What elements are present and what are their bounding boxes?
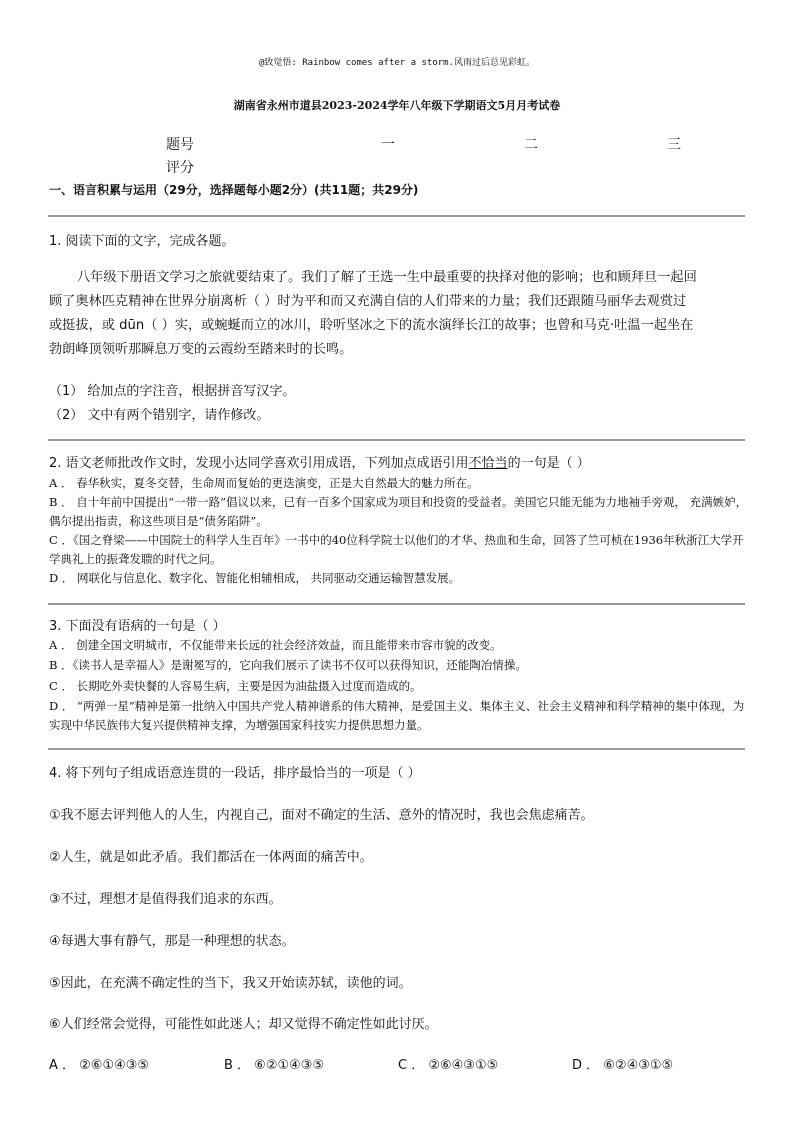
sentence-5: ⑤因此，在充满不确定性的当下，我又开始读苏轼，读他的词。 xyxy=(49,976,412,991)
option-d: D ． “两弹一星”精神是第一批纳入中国共产党人精神谱系的伟大精神，是爱国主义、集体主义、社会主义精神和科学精神的集中体现，为实现中华民族伟大复兴提供精神支撑，为增强国家科技实力提供思想力量。 xyxy=(49,699,745,732)
sentence-6: ⑥人们经常会觉得，可能性如此迷人；却又觉得不确定性如此讨厌。 xyxy=(49,1017,438,1032)
question-2-stem-end: 的一句是（ ） xyxy=(507,456,590,471)
score-table-col-2: 二 xyxy=(524,137,538,153)
question-1-sub-1: （1） 给加点的字注音，根据拼音写汉字。 xyxy=(49,384,296,399)
option-c: C ． ②⑥④③①⑤ xyxy=(398,1058,499,1073)
passage-line: 勃朗峰顶领听那瞬息万变的云霞纷至踏来时的长鸣。 xyxy=(49,342,353,357)
passage-line: 八年级下册语文学习之旅就要结束了。我们了解了王选一生中最重要的抉择对他的影响；也和顾拜旦一起回 xyxy=(77,270,697,285)
sentence-4: ④每遇大事有静气，那是一种理想的状态。 xyxy=(49,934,295,949)
option-d: D ． 网联化与信息化、数字化、智能化相辅相成， 共同驱动交通运输智慧发展。 xyxy=(49,571,461,585)
score-table-row-label: 题号 xyxy=(166,137,194,153)
option-a: A ． 春华秋实，夏冬交替，生命周而复始的更迭演变，正是大自然最大的魅力所在。 xyxy=(49,476,479,490)
watermark: @致觉悟: Rainbow comes after a storm.风雨过后总见彩虹。 xyxy=(259,58,535,68)
option-b: B ． 自十年前中国提出“一带一路”倡议以来，已有一百多个国家成为项目和投资的受益者。美国它只能无能为力地袖手旁观， 充满嫉妒，偶尔提出指责，称这些项目是“债务陷阱”。 xyxy=(49,495,748,528)
question-1-stem: 1. 阅读下面的文字，完成各题。 xyxy=(49,234,235,249)
option-a: A ． 创建全国文明城市，不仅能带来长远的社会经济效益，而且能带来市容市貌的改变。 xyxy=(49,638,502,652)
sentence-1: ①我不愿去评判他人的人生，内视自己，面对不确定的生活、意外的情况时，我也会焦虑痛苦。 xyxy=(49,808,594,823)
passage-line: 或挺拔，或 dūn（ ）实，或蜿蜒而立的冰川，聆听坚冰之下的流水演绎长江的故事；也曾和马克·吐温一起坐在 xyxy=(49,318,694,333)
option-d: D ． ⑥②④③①⑤ xyxy=(572,1058,674,1073)
sentence-2: ②人生，就是如此矛盾。我们都活在一体两面的痛苦中。 xyxy=(49,850,373,865)
score-table-score-label: 评分 xyxy=(166,160,194,176)
document-title: 湖南省永州市道县2023-2024学年八年级下学期语文5月月考试卷 xyxy=(233,99,561,112)
divider xyxy=(48,748,745,750)
section-1-header: 一、语言积累与运用（29分，选择题每小题2分）(共11题；共29分) xyxy=(49,183,419,197)
question-4-stem: 4. 将下列句子组成语意连贯的一段话，排序最恰当的一项是（ ） xyxy=(49,766,421,781)
divider xyxy=(48,439,745,441)
option-b: B ． ⑥②①④③⑤ xyxy=(224,1058,325,1073)
question-1-sub-2: （2） 文中有两个错别字，请作修改。 xyxy=(49,408,270,423)
passage-line: 顾了奥林匹克精神在世界分崩离析（ ）时为平和而又充满自信的人们带来的力量；我们还跟随马丽华去观赏过 xyxy=(49,294,687,309)
option-a: A ． ②⑥①④③⑤ xyxy=(49,1058,150,1073)
option-c: C ．《国之脊梁——中国院士的科学人生百年》一书中的40位科学院士以他们的才华、热血和生命，回答了竺可桢在1936年秋浙江大学开学典礼上的振聋发聩的时代之问。 xyxy=(49,533,744,566)
score-table-col-3: 三 xyxy=(667,137,681,153)
divider xyxy=(48,603,745,605)
score-table-col-1: 一 xyxy=(381,137,395,153)
divider xyxy=(48,215,745,217)
question-3-stem: 3. 下面没有语病的一句是（ ） xyxy=(49,619,226,634)
option-b: B ．《读书人是幸福人》是谢冕写的，它向我们展示了读书不仅可以获得知识，还能陶冶情操。 xyxy=(49,658,527,672)
question-2-stem-start: 2. 语文老师批改作文时，发现小达同学喜欢引用成语，下列加点成语引用 xyxy=(49,456,469,471)
option-c: C ． 长期吃外卖快餐的人容易生病，主要是因为油盐摄入过度而造成的。 xyxy=(49,679,422,693)
question-2-stem-emphasis: 不恰当 xyxy=(468,456,508,471)
question-2-stem xyxy=(49,452,590,471)
sentence-3: ③不过，理想才是值得我们追求的东西。 xyxy=(49,892,282,907)
